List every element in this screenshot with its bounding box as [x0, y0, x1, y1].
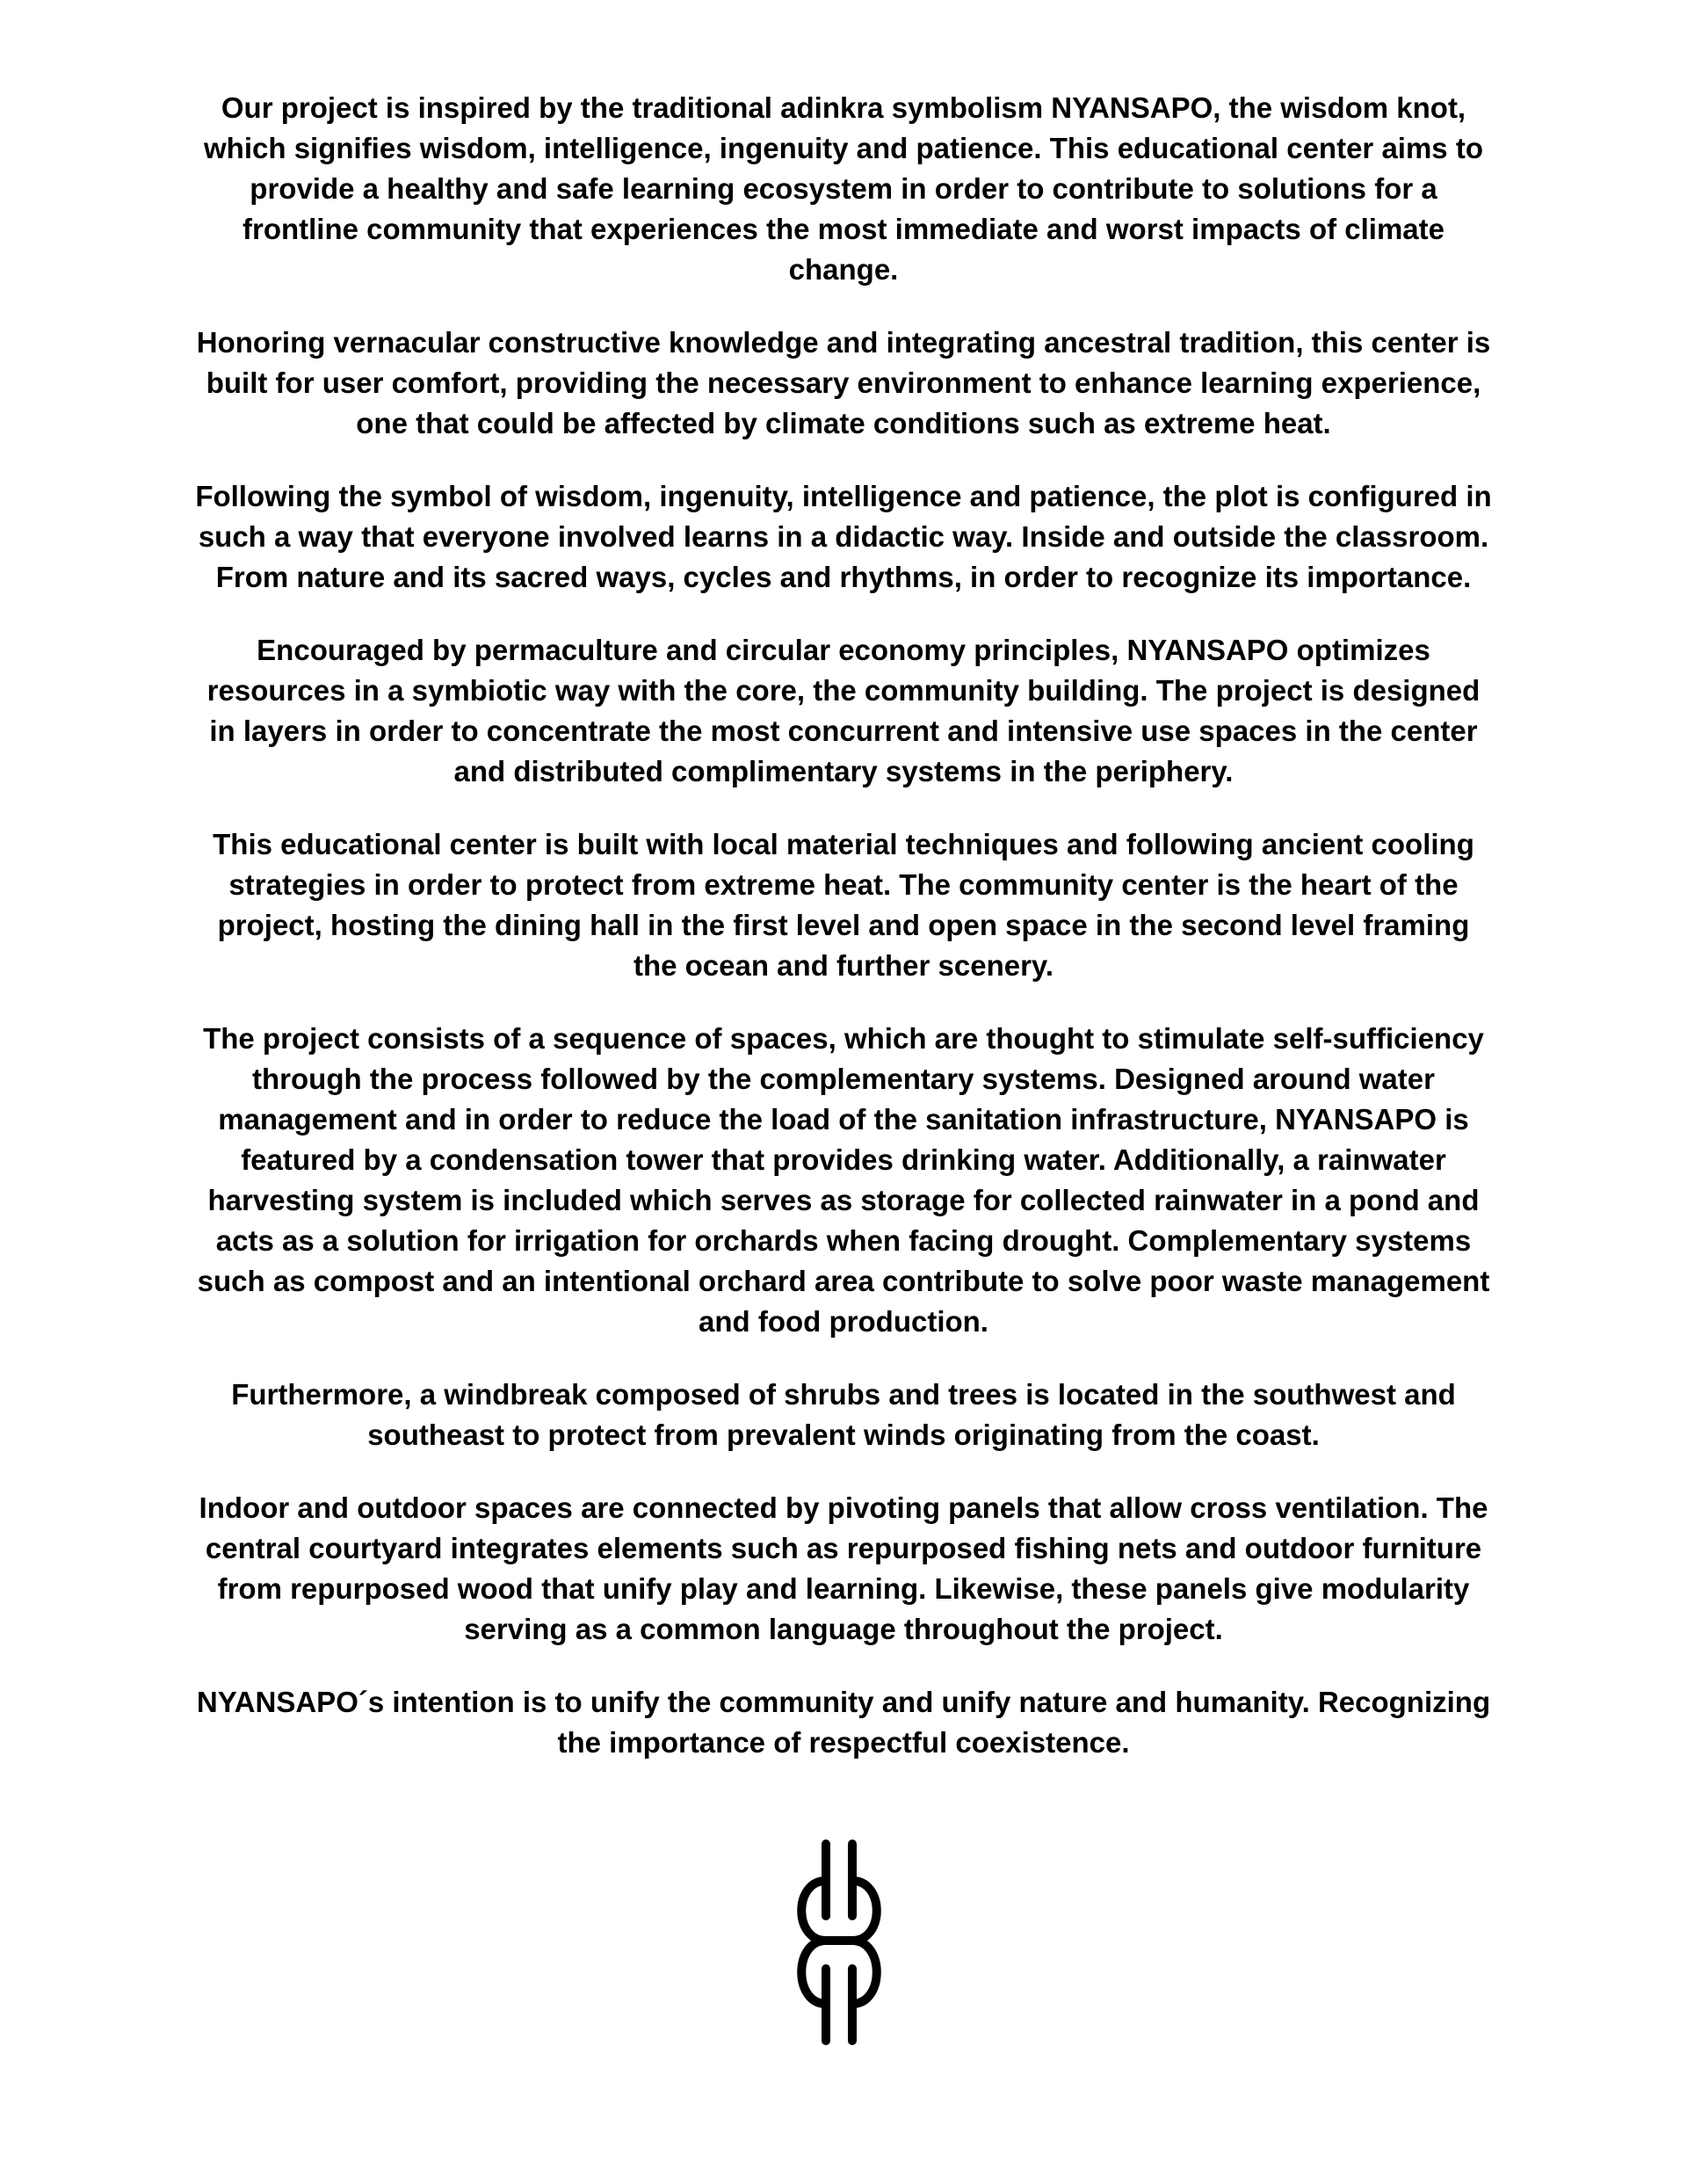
paragraph-intention: NYANSAPO´s intention is to unify the community and unify nature and humanity. Recognizing the importance of respectful coexistence. — [196, 1686, 1491, 1759]
paragraph-intro: Our project is inspired by the traditional adinkra symbolism NYANSAPO, the wisdom knot, which signifies wisdom, intelligence, ingenuity and patience. This educational center aims to provide a healthy and safe learning ecosystem in order to contribute to solutions for a frontline community that experiences the most immediate and worst impacts of climate change. — [204, 91, 1483, 286]
paragraph-spaces: The project consists of a sequence of spaces, which are thought to stimulate self-sufficiency through the process followed by the complementary systems. Designed around water management and in order to reduce the load of the sanitation infrastructure, NYANSAPO is featured by a condensation tower that provides drinking water. Additionally, a rainwater harvesting system is included which serves as storage for collected rainwater in a pond and acts as a solution for irrigation for orchards when facing drought. Complementary systems such as compost and an intentional orchard area contribute to solve poor waste management and food production. — [197, 1022, 1490, 1338]
paragraph-vernacular: Honoring vernacular constructive knowledge and integrating ancestral tradition, this center is built for user comfort, providing the necessary environment to enhance learning experience, one that could be affected by climate conditions such as extreme heat. — [196, 326, 1491, 439]
paragraph-windbreak: Furthermore, a windbreak composed of shrubs and trees is located in the southwest and southeast to protect from prevalent winds originating from the coast. — [231, 1378, 1456, 1451]
paragraph-panels: Indoor and outdoor spaces are connected by pivoting panels that allow cross ventilation. The central courtyard integrates elements such as repurposed fishing nets and outdoor furniture from repurposed wood that unify play and learning. Likewise, these panels give modularity serving as a common language throughout the project. — [199, 1491, 1488, 1645]
paragraph-materials: This educational center is built with local material techniques and following ancient cooling strategies in order to protect from extreme heat. The community center is the heart of the project, hosting the dining hall in the first level and open space in the second level framing the ocean and further scenery. — [213, 828, 1474, 982]
nyansapo-wisdom-knot-icon — [786, 1837, 901, 2048]
document-body — [193, 88, 1494, 1796]
paragraph-symbol-plot: Following the symbol of wisdom, ingenuity, intelligence and patience, the plot is configured in such a way that everyone involved learns in a didactic way. Inside and outside the classroom. From nature and its sacred ways, cycles and rhythms, in order to recognize its importance. — [195, 480, 1492, 593]
paragraph-permaculture: Encouraged by permaculture and circular economy principles, NYANSAPO optimizes resources in a symbiotic way with the core, the community building. The project is designed in layers in order to concentrate the most concurrent and intensive use spaces in the center and distributed complimentary systems in the periphery. — [206, 634, 1481, 787]
